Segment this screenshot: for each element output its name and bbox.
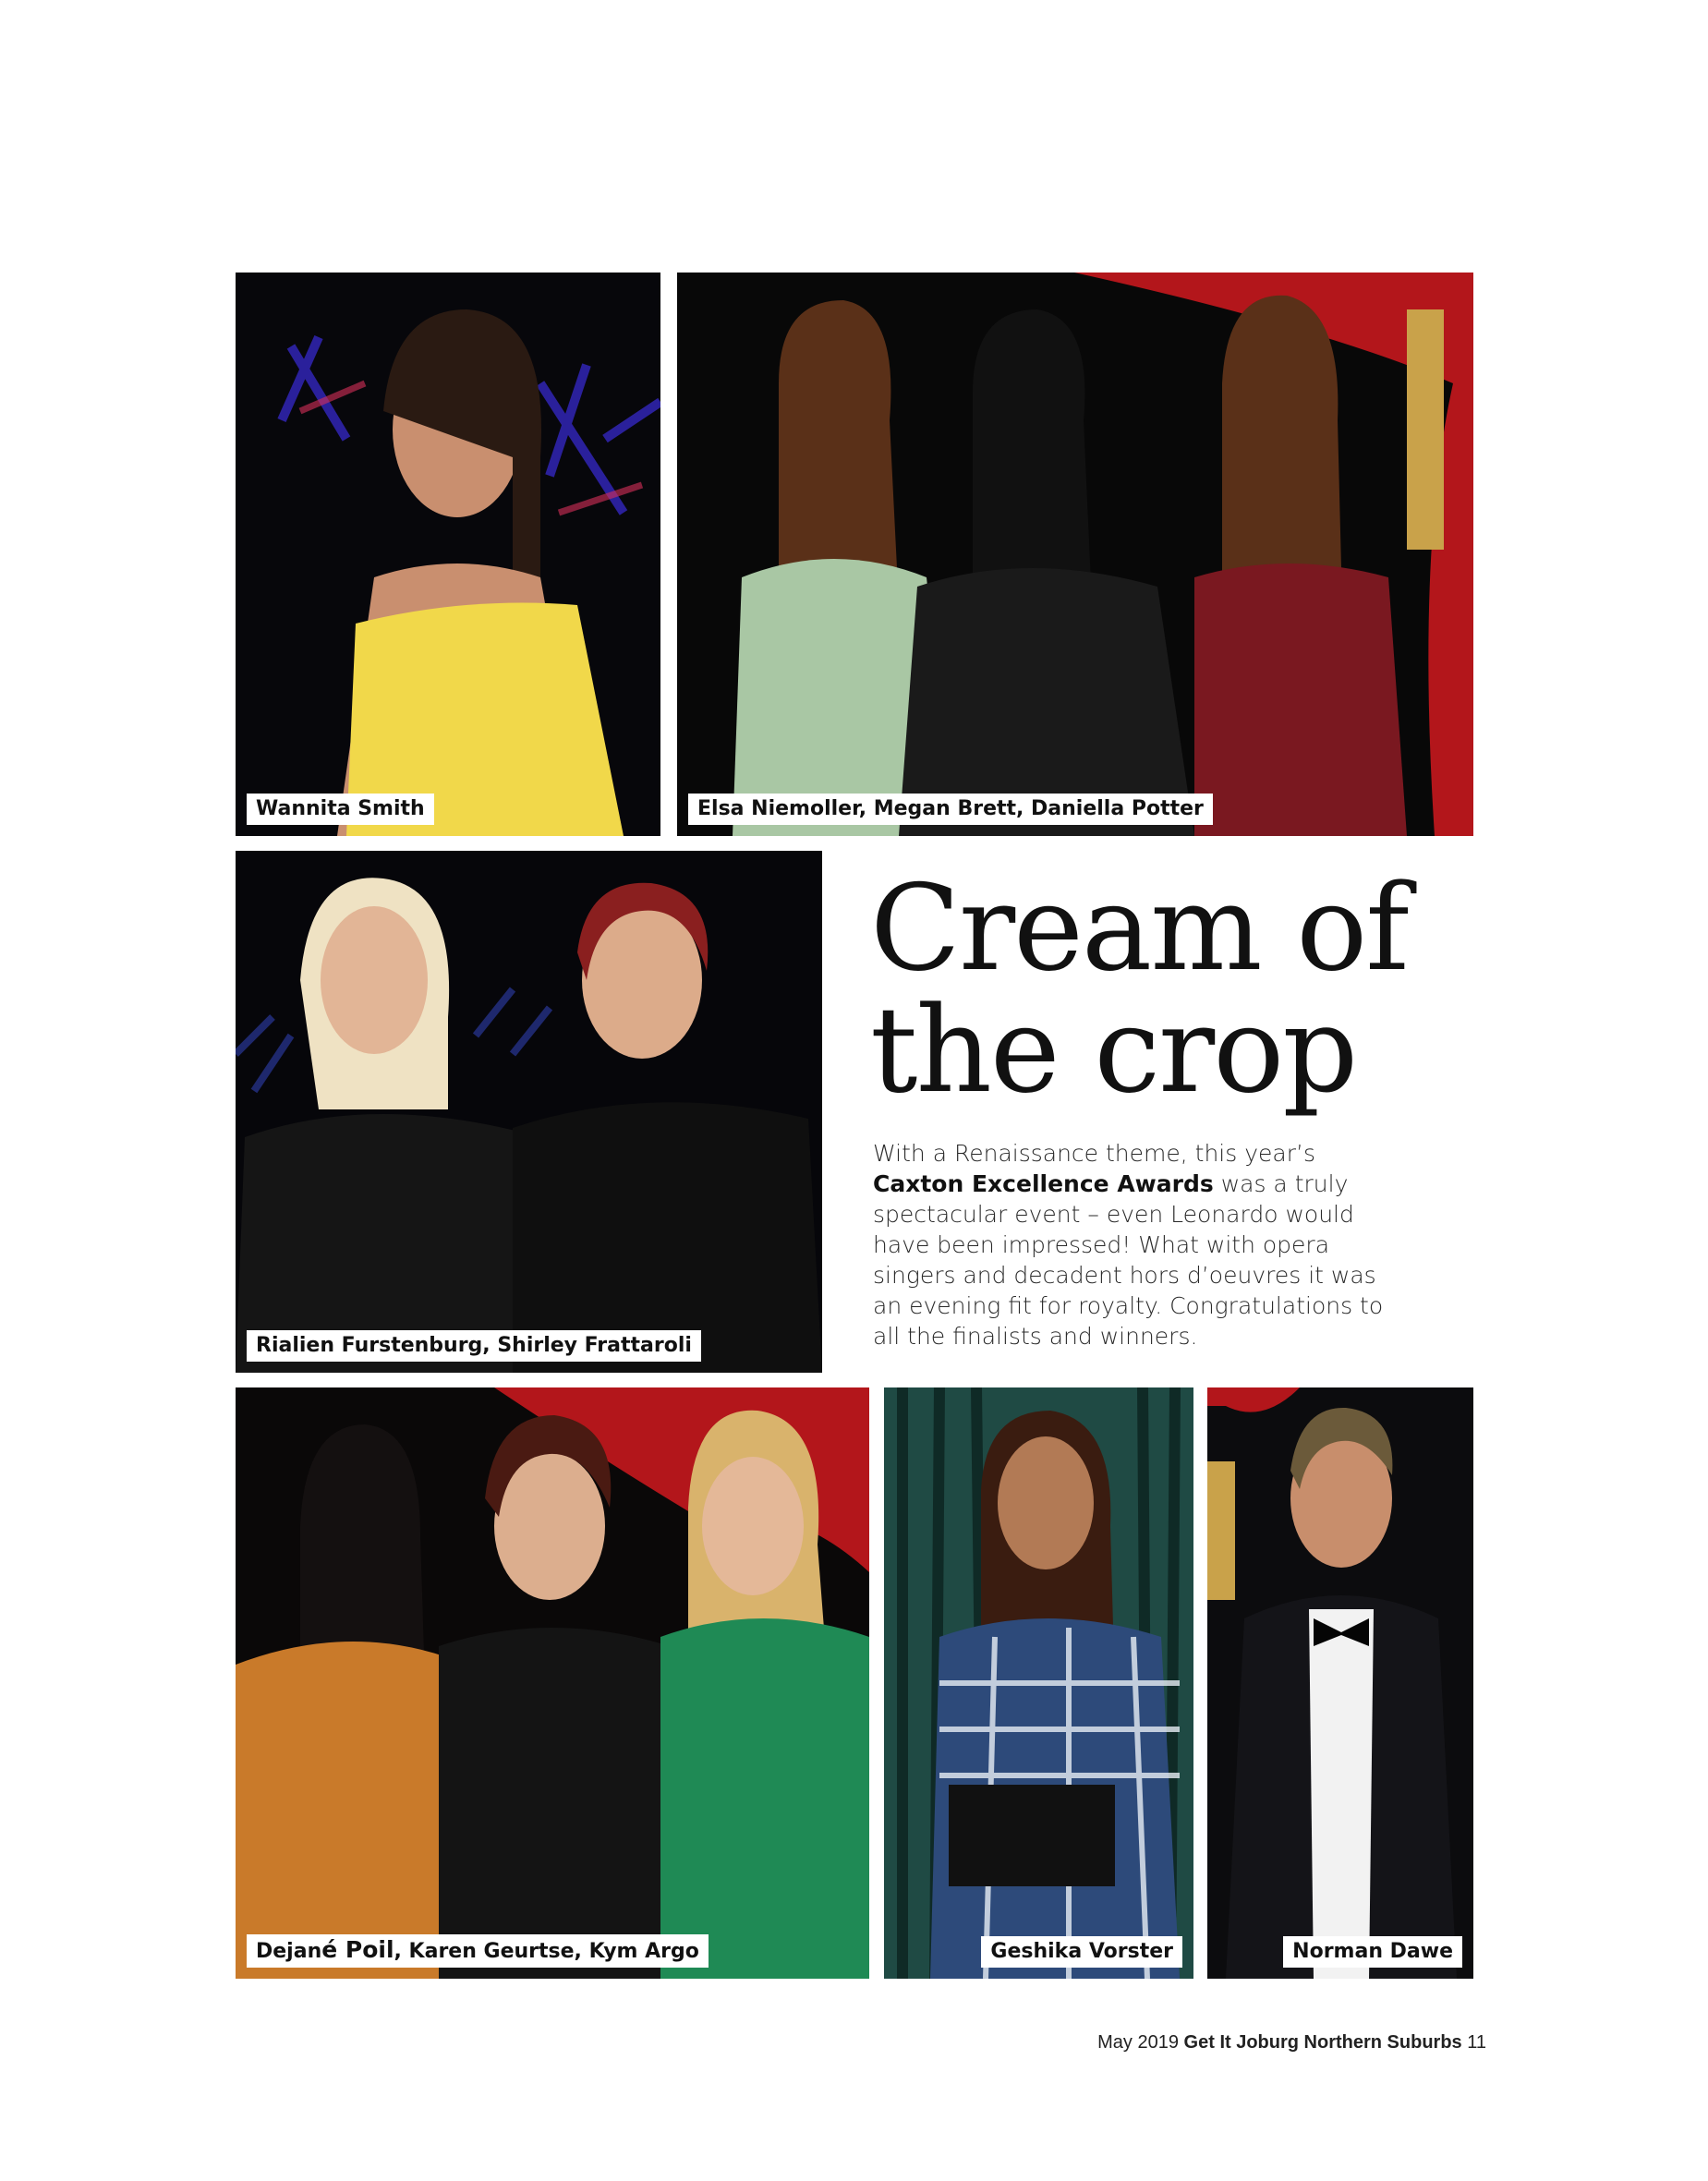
photo-dejane-karen-kym [236,1387,869,1979]
photo-scene [236,273,660,836]
footer-publication: Get It Joburg Northern Suburbs [1183,2032,1462,2053]
caption-wannita-smith: Wannita Smith [247,794,434,825]
caption-geshika-vorster: Geshika Vorster [981,1936,1182,1968]
caption-dejane-part-2: é Poil [321,1936,394,1963]
headline-line-2: the crop [870,982,1357,1120]
caption-dejane-part-3: , Karen Geurtse, Kym Argo [394,1940,699,1963]
footer-date: May 2019 [1097,2032,1179,2053]
photo-scene [236,851,822,1373]
photo-scene [677,273,1473,836]
intro-bold-awards: Caxton Excellence Awards [873,1170,1214,1197]
footer-page-number: 11 [1467,2032,1486,2053]
photo-scene [1207,1387,1473,1979]
photo-scene [884,1387,1193,1979]
headline-line-1: Cream of [870,860,1408,998]
photo-scene [236,1387,869,1979]
photo-wannita-smith [236,273,660,836]
caption-norman-dawe: Norman Dawe [1283,1936,1462,1968]
caption-rialien-shirley: Rialien Furstenburg, Shirley Frattaroli [247,1330,701,1362]
caption-dejane-part-1: Dejan [256,1940,322,1963]
photo-norman-dawe [1207,1387,1473,1979]
photo-elsa-megan-daniella [677,273,1473,836]
caption-dejane-karen-kym [247,1934,709,1968]
caption-elsa-megan-daniella: Elsa Niemoller, Megan Brett, Daniella Potter [688,794,1213,825]
article-intro [873,1138,1409,1351]
page-footer [1097,2032,1486,2054]
photo-rialien-shirley [236,851,822,1373]
intro-text-2: was a truly spectacular event – even Leonardo would have been impressed! What with opera singers and decadent hors d’oeuvres it was an evening fit for royalty. Congratulations to all the finalists and winners. [873,1170,1384,1350]
photo-geshika-vorster [884,1387,1193,1979]
article-headline [870,860,1461,1120]
intro-text-1: With a Renaissance theme, this year’s [873,1140,1315,1167]
